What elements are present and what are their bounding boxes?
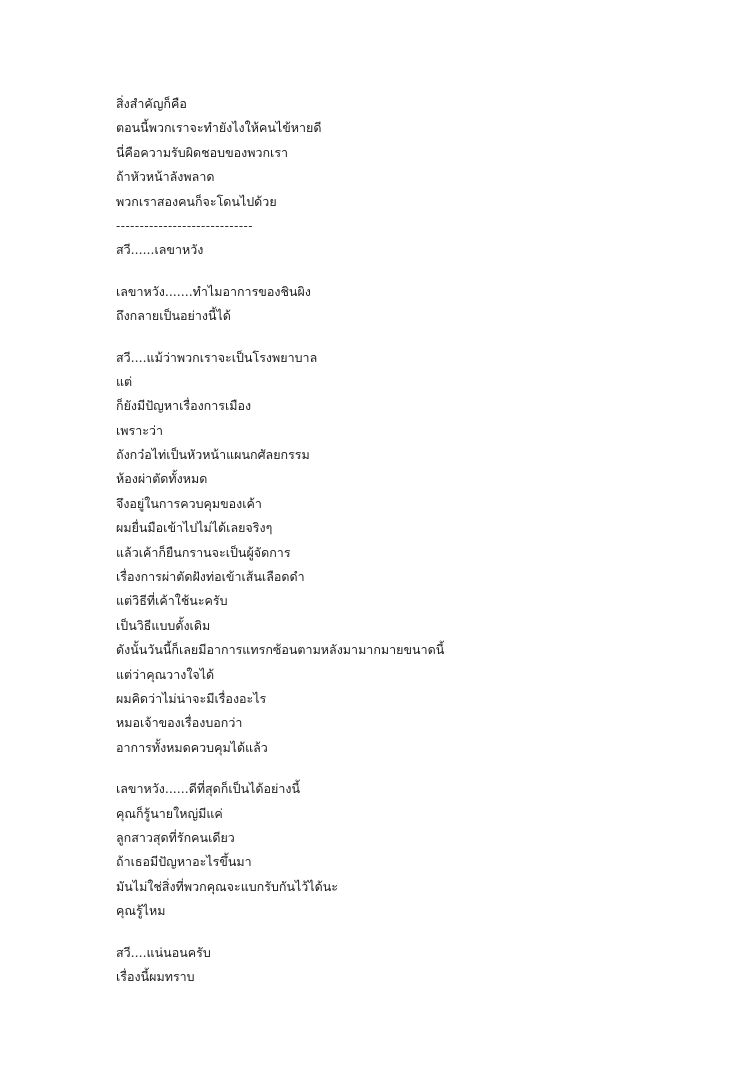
text-line: เป็นวิธีแบบดั้งเดิม <box>116 617 211 633</box>
text-line: สวี......เลขาหวัง <box>116 242 204 258</box>
text-block-5 <box>116 941 716 990</box>
text-line: สวี....แน่นอนครับ <box>116 944 211 960</box>
paragraph-gap <box>116 329 716 346</box>
text-line: เรื่องนี้ผมทราบ <box>116 968 195 984</box>
text-line: ก็ยังมีปัญหาเรื่องการเมือง <box>116 398 252 414</box>
text-line: ลูกสาวสุดที่รักคนเดียว <box>116 829 235 845</box>
text-block-4 <box>116 777 716 923</box>
text-line: อาการทั้งหมดควบคุมได้แล้ว <box>116 739 268 755</box>
text-line: แต่วิธีที่เค้าใช้นะครับ <box>116 593 228 609</box>
text-block-2 <box>116 280 716 329</box>
text-line: มันไม่ใช่สิ่งที่พวกคุณจะแบกรับกันไว้ได้นะ <box>116 878 338 894</box>
document-page <box>116 92 716 989</box>
text-line: คุณรู้ไหม <box>116 903 166 919</box>
text-block-1 <box>116 92 716 263</box>
text-line: ผมคิดว่าไม่น่าจะมีเรื่องอะไร <box>116 690 267 706</box>
dashed-divider: ----------------------------- <box>116 217 253 233</box>
paragraph-gap <box>116 924 716 941</box>
text-block-3 <box>116 346 716 761</box>
text-line: แล้วเค้าก็ยืนกรานจะเป็นผู้จัดการ <box>116 544 291 560</box>
text-line: สิ่งสำคัญก็คือ <box>116 96 187 111</box>
text-line: ผมยื่นมือเข้าไปไม่ได้เลยจริงๆ <box>116 520 273 536</box>
text-line: จึงอยู่ในการควบคุมของเค้า <box>116 495 262 511</box>
text-line: เพราะว่า <box>116 422 163 438</box>
text-line: สวี....แม้ว่าพวกเราจะเป็นโรงพยาบาล <box>116 349 318 365</box>
text-line: ถ้าเธอมีปัญหาอะไรขึ้นมา <box>116 854 252 870</box>
text-line: แต่ <box>116 373 133 389</box>
text-line: ดังนั้นวันนี้ก็เลยมีอาการแทรกซ้อนตามหลังมามากมายขนาดนี้ <box>116 642 445 658</box>
text-line: ถังกว๋อไท่เป็นหัวหน้าแผนกศัลยกรรม <box>116 447 310 463</box>
text-line: คุณก็รู้นายใหญ่มีแค่ <box>116 805 223 821</box>
text-line: เลขาหวัง.......ทำไมอาการของชินผิง <box>116 283 311 299</box>
text-line: เลขาหวัง......ดีที่สุดก็เป็นได้อย่างนี้ <box>116 781 301 797</box>
text-line: พวกเราสองคนก็จะโดนไปด้วย <box>116 193 277 209</box>
text-line: เรื่องการผ่าตัดฝังท่อเข้าเส้นเลือดดำ <box>116 569 305 585</box>
text-line: ตอนนี้พวกเราจะทำยังไงให้คนไข้หายดี <box>116 120 322 136</box>
text-line: แต่ว่าคุณวางใจได้ <box>116 666 215 682</box>
text-line: ห้องผ่าตัดทั้งหมด <box>116 471 208 487</box>
text-line: หมอเจ้าของเรื่องบอกว่า <box>116 715 243 731</box>
text-line: ถึงกลายเป็นอย่างนี้ได้ <box>116 308 231 324</box>
paragraph-gap <box>116 760 716 777</box>
text-line: ถ้าหัวหน้าลังพลาด <box>116 169 215 185</box>
paragraph-gap <box>116 263 716 280</box>
text-line: นี่คือความรับผิดชอบของพวกเรา <box>116 144 289 160</box>
